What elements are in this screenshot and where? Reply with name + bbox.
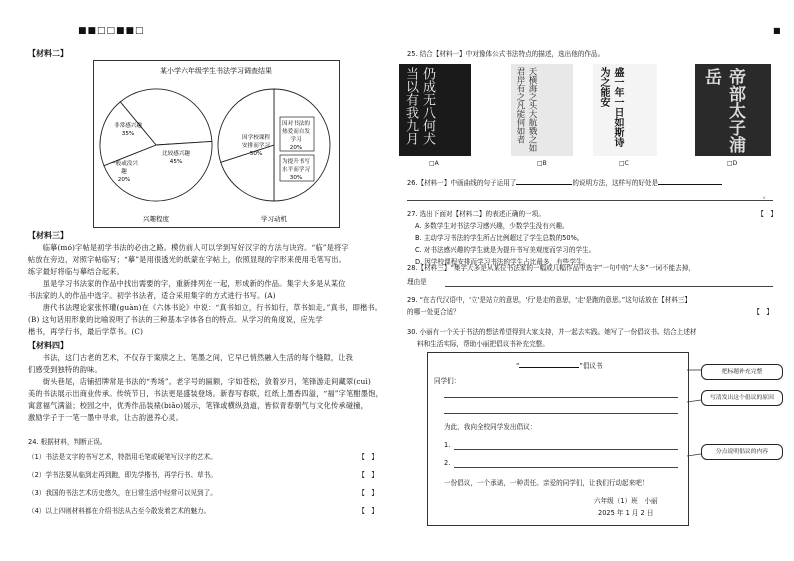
calligraphy-text: 仍成无八何犬当以有我九月 bbox=[403, 67, 435, 145]
q27-option-a[interactable]: A. 多数学生对书法学习感兴趣，少数学生没有兴趣。 bbox=[415, 222, 569, 230]
proposal-item-1: 1. bbox=[444, 441, 451, 449]
calligraphy-sample-c bbox=[593, 64, 657, 156]
q27-option-c[interactable]: C. 对书法感兴趣的学生就是为提升书写美观度而学习的学生。 bbox=[415, 246, 596, 254]
option-letter: C bbox=[624, 160, 629, 167]
material3-line: 书法家的人的作品中选字。初学书法者，适合采用集字的方式进行书写。(A) bbox=[28, 291, 276, 300]
survey-chart bbox=[93, 60, 340, 228]
material4-line: 们感受到独特的韵味。 bbox=[28, 365, 102, 374]
material4-text bbox=[28, 352, 390, 424]
material2-heading: 【材料二】 bbox=[28, 49, 68, 58]
letter-greeting: 同学们： bbox=[434, 377, 461, 385]
q26-text: 26.【材料一】中画曲线的句子运用了 bbox=[407, 179, 517, 187]
calligraphy-text: 盛一年一日如斯诗为之能安 bbox=[598, 67, 623, 147]
option-label-c[interactable] bbox=[619, 160, 629, 167]
material3-heading: 【材料三】 bbox=[28, 231, 68, 240]
answer-bracket[interactable]: 【 】 bbox=[358, 453, 378, 461]
material3-line: 练字最好将临与摹结合起来。 bbox=[28, 267, 125, 276]
q26-mid: 的说明方法，这样写的好处是 bbox=[572, 179, 659, 187]
slice-value: 30% bbox=[289, 175, 303, 181]
connector-line bbox=[687, 400, 701, 402]
q27-stem-row bbox=[407, 208, 777, 220]
material4-line: 街头巷尾，店铺招牌常是书法的“秀场”。老字号的匾额，字如苍松，敛着岁月，笔锋游走间藏翠(cuì) bbox=[28, 377, 371, 386]
q26 bbox=[407, 176, 777, 189]
pie-caption: 兴趣程度 bbox=[143, 215, 169, 223]
slice-value: 20% bbox=[117, 177, 131, 183]
material3-line: (B) 这句话用形象的比喻说明了书法的三种基本字体各自的特点。从学习的角度说，应先学 bbox=[28, 315, 323, 324]
calligraphy-sample-b bbox=[511, 64, 573, 156]
letter-date: 2025 年 1 月 2 日 bbox=[598, 509, 654, 517]
material3-line: 帖放在旁边，对照字帖临写；“摹”是用很透光的纸蒙在字帖上，依照显现的字形来使用毛笔写出。 bbox=[28, 255, 347, 264]
connector-line bbox=[687, 454, 701, 456]
title-quote: “ bbox=[516, 362, 520, 370]
q28-text: 28.【材料三】“集字大多是从某位书法家的一幅或几幅作品中选字”一句中的“大多”一词不能去掉， bbox=[407, 264, 695, 272]
answer-bracket[interactable]: 【 】 bbox=[358, 489, 378, 497]
option-checkbox[interactable]: □ bbox=[727, 160, 733, 167]
letter-closing: 一份倡议，一个承诺，一种责任。亲爱的同学们，让我们行动起来吧！ bbox=[444, 479, 649, 487]
material3-line: 唐代书法理论家张怀瓘(guàn)在《六体书论》中说：“真书如立，行书如行，草书如走。”真书，即楷书。 bbox=[28, 303, 383, 312]
title-suffix: ”倡议书 bbox=[579, 362, 603, 370]
material4-line: 激励学子于一笔一墨中寻求，让古韵滋养心灵。 bbox=[28, 413, 184, 422]
letter-title bbox=[516, 359, 603, 372]
q29-tail: 的哪一处更合适？ bbox=[407, 308, 460, 316]
material4-line: 寓意福气满溢；校园之中，优秀作品装裱(biǎo)展示，笔锋或横纵劲道，皆似青春朝气与文化传承碰撞， bbox=[28, 401, 368, 410]
reason-line[interactable] bbox=[444, 397, 678, 398]
slice-label: 因对书法的 bbox=[282, 121, 310, 127]
q24-item bbox=[28, 487, 378, 505]
material3-line: 楷书，再学行书，最后学草书。(C) bbox=[28, 327, 144, 336]
callout-reason: 写清发出这个倡议的原因 bbox=[701, 390, 783, 406]
option-checkbox[interactable]: □ bbox=[429, 160, 435, 167]
header-marker-right: ■ bbox=[773, 26, 781, 35]
material4-heading: 【材料四】 bbox=[28, 341, 68, 350]
answer-line[interactable] bbox=[407, 200, 773, 201]
slice-value: 35% bbox=[121, 131, 135, 137]
q29-text: 29. “在古代汉语中，'立'是站立的意思，'行'是走的意思，'走'是跑的意思。”这句话放在【材料三】 bbox=[407, 296, 692, 304]
callout-content: 分点说明倡议的内容 bbox=[701, 444, 783, 460]
material4-line: 书法，这门古老的艺术，不仅存于案牍之上、笔墨之间，它早已悄然融入生活的每个缝隙，让我 bbox=[28, 353, 354, 362]
option-letter: D bbox=[732, 160, 738, 167]
calligraphy-sample-a bbox=[399, 64, 471, 156]
q24-item-text: （4）以上四则材料都在介绍书法从古至今散发着艺术的魅力。 bbox=[28, 507, 211, 515]
q27-option-d[interactable]: D. 因学校课程安排而学习书法的学生占比最多，有些学生。 bbox=[415, 258, 590, 266]
proposal-item-2: 2. bbox=[444, 459, 451, 467]
slice-value: 50% bbox=[249, 151, 263, 157]
q30-stem2: 料和生活实际，帮助小丽把倡议书补充完整。 bbox=[417, 340, 549, 348]
slice-label: 比较感兴趣 bbox=[162, 151, 190, 157]
q26-tail: 。 bbox=[763, 192, 770, 200]
q24-item bbox=[28, 469, 378, 487]
slice-value: 45% bbox=[169, 159, 183, 165]
callout-title: 把标题补充完整 bbox=[701, 364, 783, 380]
proposal-intro: 为此，我向全校同学发出倡议： bbox=[444, 423, 537, 431]
option-label-d[interactable] bbox=[727, 160, 737, 167]
q25-stem: 25. 结合【材料一】中对豫体公式书法特点的描述，选出他的作品。 bbox=[407, 50, 605, 58]
q24-item-text: （3）我国的书法艺术历史悠久，在日常生活中经常可以见到了。 bbox=[28, 489, 217, 497]
answer-bracket[interactable]: 【 】 bbox=[753, 308, 773, 316]
option-letter: A bbox=[434, 160, 439, 167]
answer-bracket[interactable]: 【 】 bbox=[757, 210, 777, 218]
header-marker: ■■□□■■□ bbox=[78, 26, 145, 36]
slice-label: 水平而学习 bbox=[282, 167, 310, 173]
proposal-line-2[interactable] bbox=[454, 467, 678, 468]
answer-line[interactable] bbox=[445, 286, 773, 287]
q24-item bbox=[28, 451, 378, 469]
pie-chart-svg bbox=[94, 61, 339, 227]
slice-label: 为提升书写 bbox=[282, 159, 310, 165]
option-checkbox[interactable]: □ bbox=[537, 160, 543, 167]
q24-item bbox=[28, 505, 378, 523]
slice-label: 非常感兴趣 bbox=[114, 123, 142, 129]
calligraphy-text: 天横海之头大航戮之如君岸有之凡能何如者 bbox=[515, 67, 537, 152]
calligraphy-sample-d bbox=[695, 64, 771, 156]
q24-item-text: （1）书法是文字的书写艺术，特指用毛笔或硬笔写汉字的艺术。 bbox=[28, 453, 217, 461]
material4-line: 美的书法展示出商业传承。传统节日，书法更是盛装登场。新春写春联，红纸上墨香四溢，“福”字笔酣墨饱， bbox=[28, 389, 383, 398]
q29-tail-row bbox=[407, 306, 773, 318]
q24-items bbox=[28, 451, 378, 523]
material3-line: 临摹(mó)字帖是初学书法的必由之路。模仿前人可以学到写好汉字的方法与诀窍。“临”是将字 bbox=[28, 243, 349, 252]
right-page bbox=[397, 0, 794, 561]
title-blank[interactable] bbox=[519, 359, 579, 368]
slice-label: 一般或没兴 bbox=[110, 161, 138, 167]
option-label-b[interactable] bbox=[537, 160, 547, 167]
q30-stem: 30. 小丽有一个关于书法的想法希望得到大家支持，并一起去实践。她写了一份倡议书。结合上述材 bbox=[407, 328, 697, 336]
q24-item-text: （2）学书法要从临到走再到跑，即先学楷书，再学行书、草书。 bbox=[28, 471, 217, 479]
slice-label: 趣 bbox=[121, 169, 127, 175]
slice-label: 热爱而自发 bbox=[282, 129, 310, 135]
calligraphy-text: 帝部太子浦岳 bbox=[701, 68, 745, 153]
answer-bracket[interactable]: 【 】 bbox=[358, 507, 378, 515]
reason-line[interactable] bbox=[444, 413, 678, 414]
q27-stem: 27. 选出下面对【材料二】的表述正确的一项。 bbox=[407, 210, 545, 218]
slice-value: 20% bbox=[289, 145, 303, 151]
slice-label: 因学校课程 bbox=[242, 135, 270, 141]
proposal-letter bbox=[427, 352, 689, 526]
slice-label: 学习 bbox=[290, 137, 302, 143]
proposal-line-1[interactable] bbox=[454, 449, 678, 450]
q27-option-b[interactable]: B. 主动学习书法的学生所占比例超过了学生总数的50%。 bbox=[415, 234, 584, 242]
answer-bracket[interactable]: 【 】 bbox=[358, 471, 378, 479]
q24-stem: 24. 根据材料，判断正误。 bbox=[28, 438, 107, 446]
q26-blank-benefit[interactable] bbox=[658, 176, 722, 185]
material3-line: 虽是学习书法家的作品中找出需要的字，重新排列在一起，形成新的作品。集字大多是从某位 bbox=[28, 279, 346, 288]
option-checkbox[interactable]: □ bbox=[619, 160, 625, 167]
q28-tail: 理由是 bbox=[407, 278, 427, 286]
q26-blank-method[interactable] bbox=[516, 176, 572, 185]
chart-title: 某小学六年级学生书法学习调查结果 bbox=[160, 67, 272, 75]
letter-signature: 六年级（1）班 小丽 bbox=[594, 497, 658, 505]
material3-text bbox=[28, 242, 390, 338]
callout-connectors bbox=[687, 360, 703, 470]
option-label-a[interactable] bbox=[429, 160, 439, 167]
slice-label: 安排而学习 bbox=[242, 143, 270, 149]
option-letter: B bbox=[542, 160, 547, 167]
q27 bbox=[407, 208, 777, 268]
pie-caption: 学习动机 bbox=[261, 215, 287, 223]
